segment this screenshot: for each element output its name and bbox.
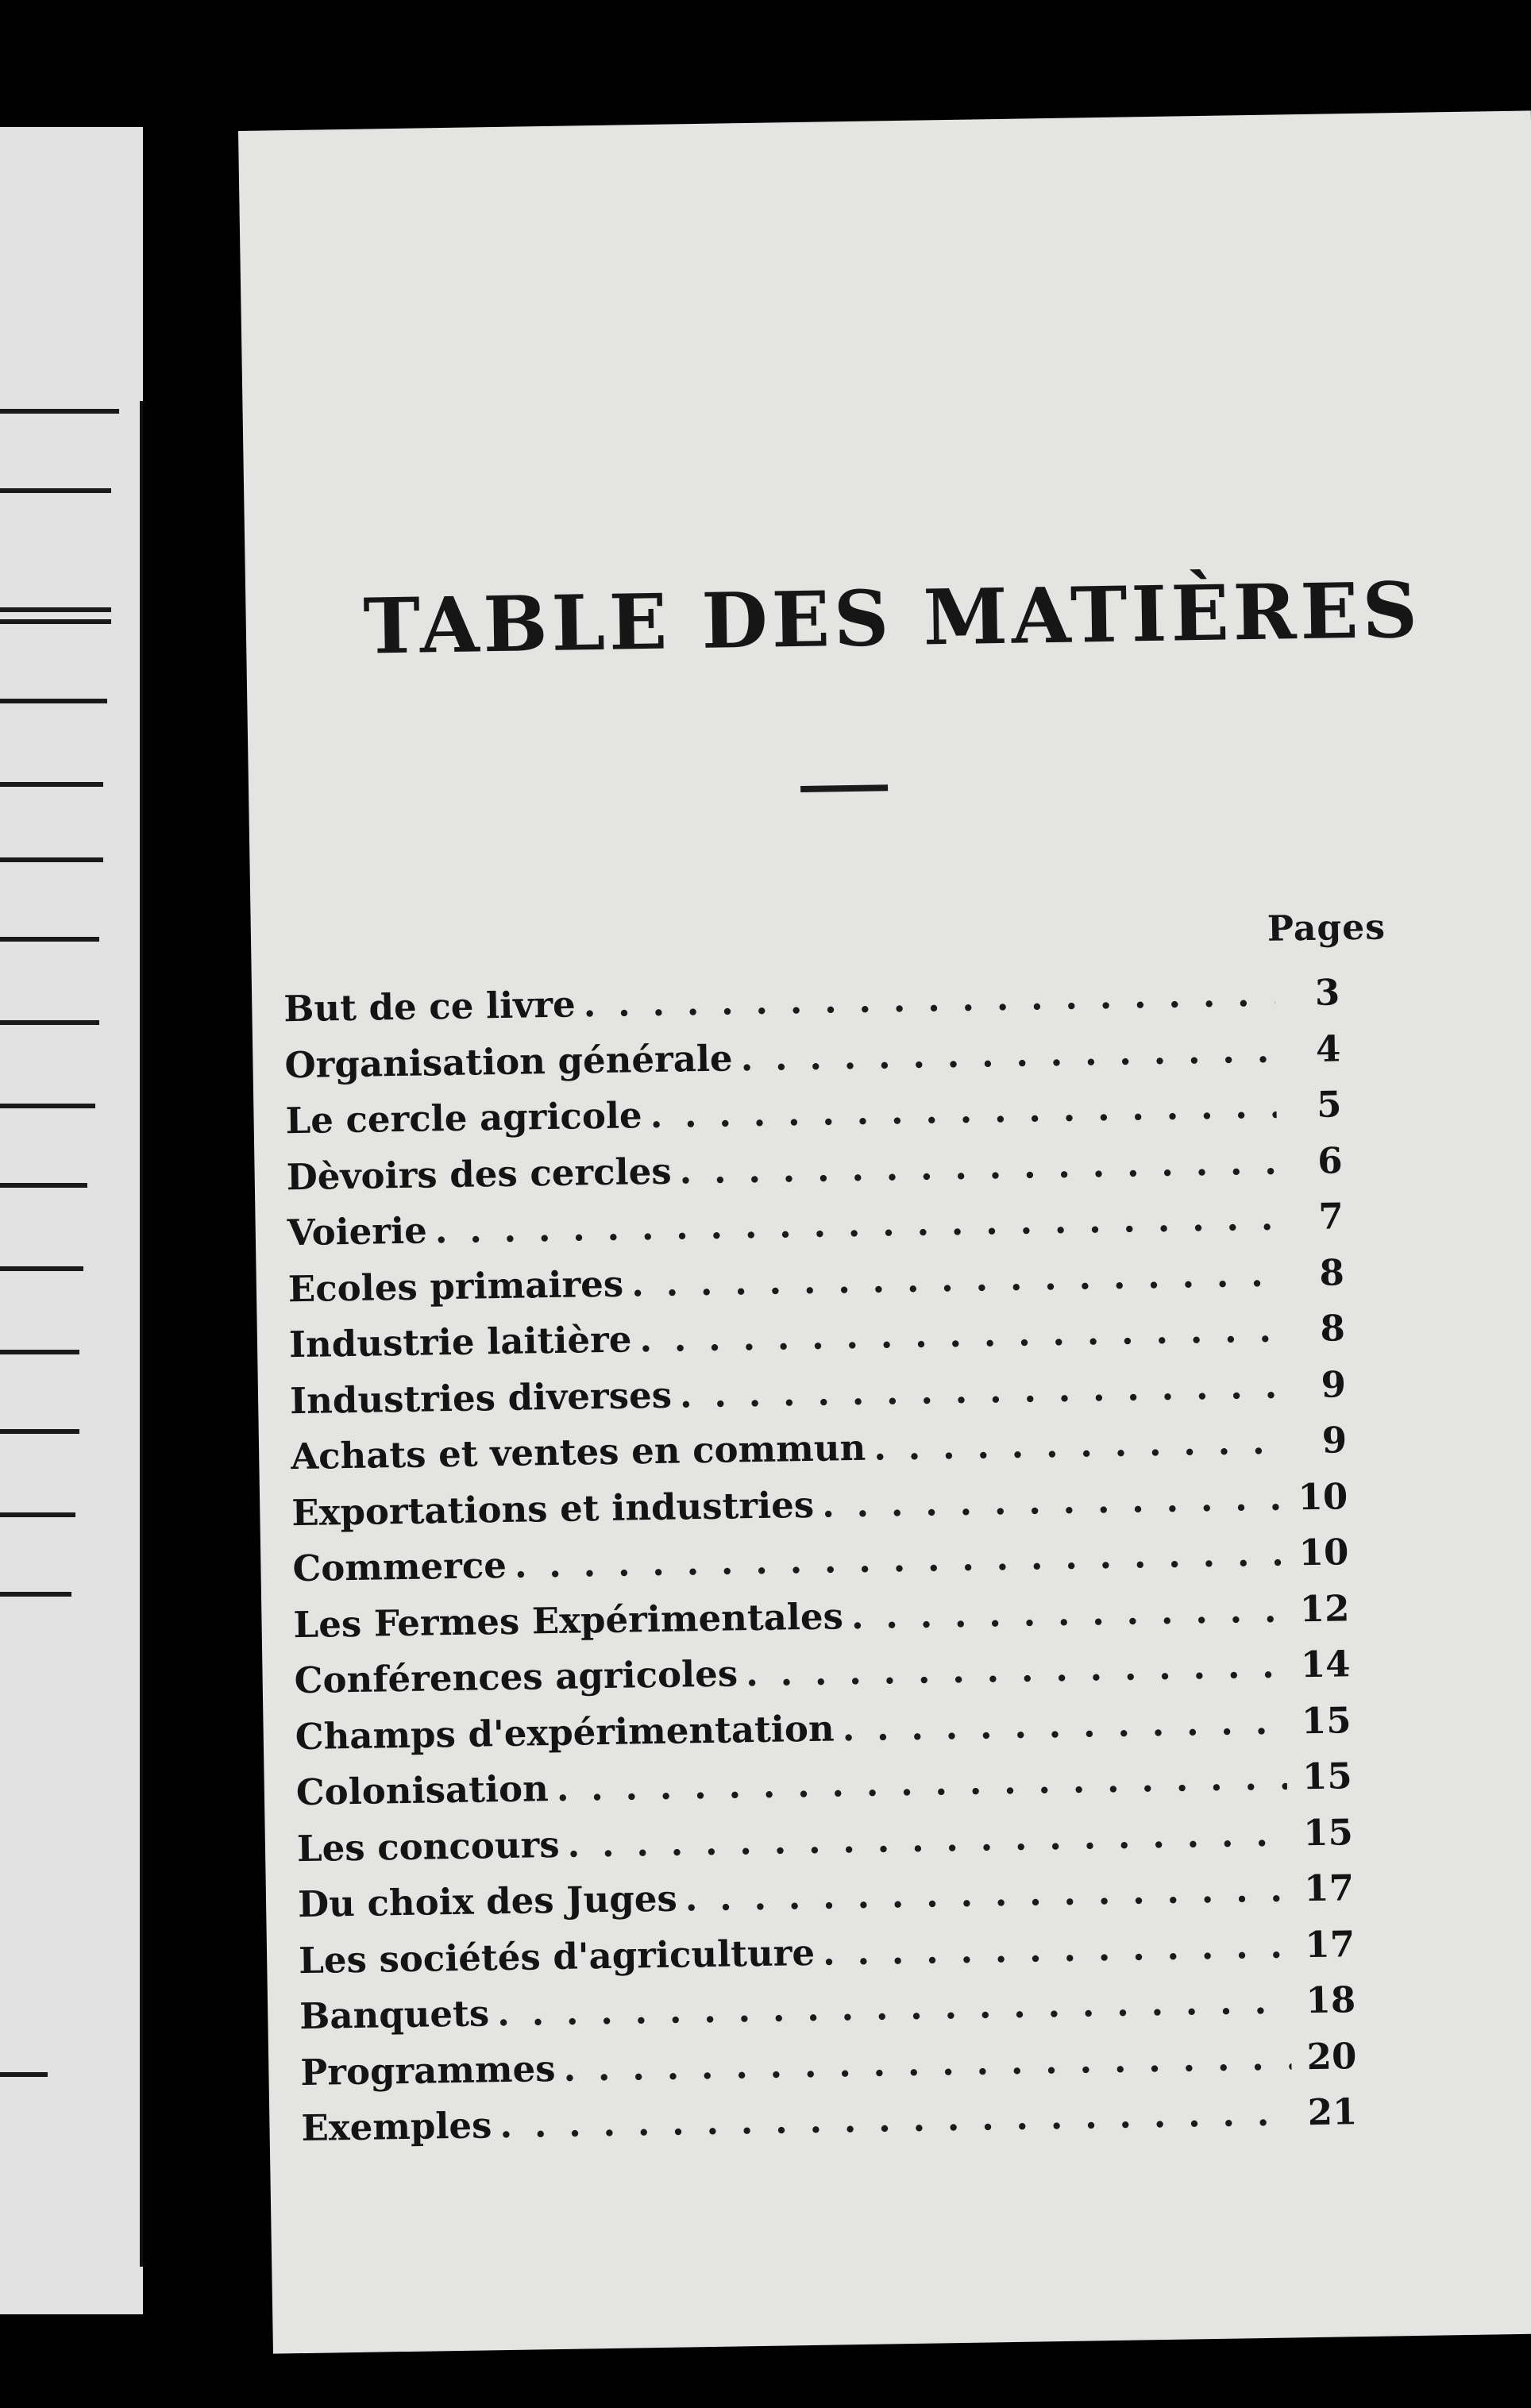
dot-leader (746, 1644, 1286, 1695)
dot-leader (822, 1476, 1283, 1525)
toc-entry-page: 8 (1319, 1250, 1345, 1294)
toc-entry-label: Exemples (301, 2104, 492, 2150)
toc-entry-label: Banquets (299, 1992, 490, 2038)
adjacent-page-leader (0, 607, 111, 612)
dot-leader (680, 1364, 1282, 1416)
adjacent-page-leader (0, 937, 99, 942)
adjacent-page-leader (0, 409, 119, 414)
toc-entry-label: Champs d'expérimentation (295, 1706, 835, 1758)
toc-entry-label: Dèvoirs des cercles (286, 1150, 672, 1198)
toc-entry-label: Industrie laitière (288, 1318, 632, 1366)
toc-entry-page: 10 (1298, 1474, 1348, 1518)
dot-leader (685, 1867, 1289, 1919)
toc-entry-page: 3 (1314, 971, 1340, 1014)
dot-leader (850, 1588, 1284, 1637)
pages-column-heading: Pages (1267, 907, 1386, 950)
toc-entry-page: 15 (1302, 1755, 1353, 1798)
dot-leader (740, 1028, 1276, 1079)
toc-entry-label: Du choix des Juges (297, 1877, 678, 1926)
adjacent-page-leader (0, 1104, 95, 1108)
toc-entry-page: 4 (1315, 1027, 1341, 1070)
toc-entry-label: Colonisation (295, 1767, 550, 1814)
toc-list (283, 971, 1358, 2163)
toc-entry-page: 12 (1299, 1586, 1350, 1630)
toc-entry-page: 9 (1321, 1419, 1348, 1462)
adjacent-page-leader (0, 699, 107, 703)
toc-entry-label: Conférences agricoles (294, 1652, 739, 1702)
toc-entry-page: 17 (1303, 1867, 1355, 1910)
toc-entry-label: Commerce (292, 1543, 507, 1590)
adjacent-page-leader (0, 1592, 71, 1597)
toc-entry-label: Les concours (296, 1823, 560, 1870)
dot-leader (679, 1140, 1278, 1192)
toc-entry-label: Les sociétés d'agriculture (298, 1931, 816, 1982)
adjacent-page-leader (0, 488, 111, 493)
adjacent-page-leader (0, 1266, 83, 1271)
toc-entry-page: 5 (1316, 1083, 1342, 1126)
dot-leader (873, 1420, 1282, 1469)
toc-entry-label: Achats et ventes en commun (290, 1426, 866, 1478)
title-rule (800, 784, 888, 792)
toc-entry-page: 14 (1300, 1643, 1351, 1686)
toc-entry-page: 18 (1305, 1978, 1356, 2022)
toc-entry-label: Industries diverses (289, 1374, 673, 1422)
toc-entry-label: Organisation générale (284, 1036, 733, 1086)
toc-entry-page: 21 (1307, 2090, 1358, 2134)
adjacent-page-leader (0, 857, 103, 862)
adjacent-page-leader (0, 782, 103, 787)
page-title: TABLE DES MATIÈRES (362, 564, 1422, 672)
toc-entry-label: Ecoles primaires (287, 1262, 624, 1310)
adjacent-page-leader (0, 2072, 48, 2077)
adjacent-page-leader (0, 1350, 79, 1354)
toc-entry-label: But de ce livre (283, 983, 577, 1031)
adjacent-page-leader (0, 1183, 87, 1188)
dot-leader (583, 973, 1275, 1026)
toc-entry-page: 15 (1302, 1810, 1354, 1854)
adjacent-page-leader (0, 619, 111, 624)
toc-entry-label: Voierie (287, 1209, 428, 1254)
toc-entry-page: 6 (1317, 1139, 1343, 1182)
toc-entry-label: Le cercle agricole (285, 1094, 642, 1142)
adjacent-page-leader (0, 1429, 79, 1434)
dot-leader (842, 1700, 1286, 1749)
toc-entry-page: 7 (1317, 1195, 1344, 1238)
adjacent-page-leader (0, 1020, 99, 1025)
toc-entry-label: Les Fermes Expérimentales (293, 1594, 844, 1646)
toc-entry-page: 17 (1305, 1922, 1356, 1966)
toc-page (238, 110, 1531, 2353)
adjacent-page-leader (0, 1512, 75, 1517)
toc-entry-label: Programmes (299, 2047, 556, 2094)
dot-leader (823, 1924, 1290, 1973)
toc-entry-page: 8 (1320, 1307, 1346, 1350)
dot-leader (650, 1085, 1277, 1136)
toc-entry-page: 9 (1321, 1362, 1347, 1406)
toc-entry-page: 15 (1301, 1698, 1352, 1742)
toc-entry-page: 10 (1298, 1531, 1349, 1574)
toc-entry-page: 20 (1306, 2034, 1357, 2078)
toc-entry-label: Exportations et industries (291, 1483, 815, 1534)
page-gutter (143, 127, 246, 2318)
dot-leader (639, 1308, 1280, 1361)
